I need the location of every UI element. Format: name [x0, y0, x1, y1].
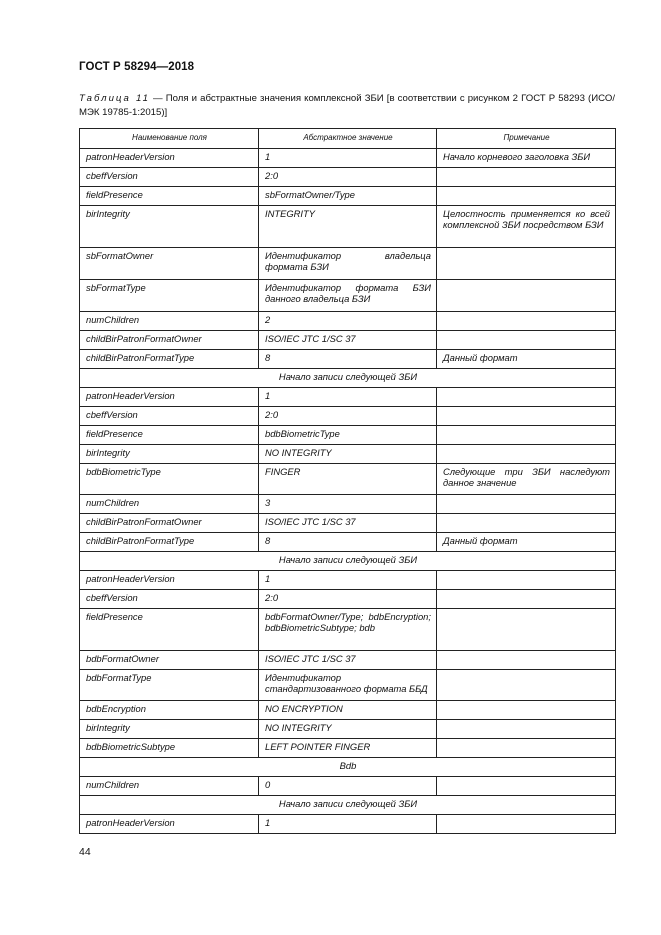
abstract-value-cell: 1 [259, 149, 437, 168]
table-row [80, 331, 616, 350]
section-divider-cell: Начало записи следующей ЗБИ [80, 796, 616, 815]
field-name-cell: birIntegrity [80, 206, 259, 248]
abstract-value-cell: 2:0 [259, 168, 437, 187]
abstract-value-cell: INTEGRITY [259, 206, 437, 248]
column-header-abstract-value: Абстрактное значение [259, 129, 437, 149]
abstract-value-cell: NO INTEGRITY [259, 445, 437, 464]
fields-table [79, 128, 616, 834]
table-caption-prefix: Таблица 11 [79, 93, 150, 104]
column-header-note: Примечание [437, 129, 616, 149]
page-number: 44 [79, 846, 91, 858]
field-name-cell: sbFormatType [80, 280, 259, 312]
section-divider-cell: Bdb [80, 758, 616, 777]
abstract-value-cell: 2:0 [259, 407, 437, 426]
abstract-value-cell: 1 [259, 815, 437, 834]
abstract-value-cell: 1 [259, 571, 437, 590]
field-name-cell: bdbBiometricSubtype [80, 739, 259, 758]
table-row [80, 149, 616, 168]
abstract-value-cell: Идентификатор стандартизованного формата ББД [259, 670, 437, 701]
abstract-value-cell: 1 [259, 388, 437, 407]
note-cell: Данный формат [437, 533, 616, 552]
field-name-cell: childBirPatronFormatType [80, 533, 259, 552]
note-cell [437, 248, 616, 280]
table-row [80, 815, 616, 834]
section-divider-row [80, 369, 616, 388]
table-row [80, 388, 616, 407]
note-cell [437, 590, 616, 609]
table-row [80, 464, 616, 495]
table-body [80, 149, 616, 834]
abstract-value-cell: Идентификатор владельца формата БЗИ [259, 248, 437, 280]
note-cell [437, 720, 616, 739]
note-cell [437, 445, 616, 464]
abstract-value-cell: 2:0 [259, 590, 437, 609]
table-row [80, 350, 616, 369]
field-name-cell: fieldPresence [80, 426, 259, 445]
note-cell [437, 670, 616, 701]
abstract-value-cell: Идентификатор формата БЗИ данного владельца БЗИ [259, 280, 437, 312]
field-name-cell: bdbBiometricType [80, 464, 259, 495]
table-row [80, 777, 616, 796]
note-cell [437, 388, 616, 407]
field-name-cell: bdbEncryption [80, 701, 259, 720]
note-cell [437, 739, 616, 758]
field-name-cell: cbeffVersion [80, 168, 259, 187]
note-cell [437, 168, 616, 187]
table-caption-text: — Поля и абстрактные значения комплексной ЗБИ [в соответствии с рисунком 2 ГОСТ Р 58293 (ИСО/МЭК 19785-1:2015)] [79, 93, 615, 118]
table-row [80, 590, 616, 609]
section-divider-row [80, 758, 616, 777]
table-row [80, 426, 616, 445]
table-row [80, 445, 616, 464]
note-cell [437, 651, 616, 670]
table-row [80, 407, 616, 426]
table-row [80, 651, 616, 670]
table-row [80, 670, 616, 701]
abstract-value-cell: sbFormatOwner/Type [259, 187, 437, 206]
abstract-value-cell: 8 [259, 350, 437, 369]
note-cell [437, 407, 616, 426]
note-cell [437, 495, 616, 514]
abstract-value-cell: ISO/IEC JTC 1/SC 37 [259, 514, 437, 533]
note-cell: Начало корневого заголовка ЗБИ [437, 149, 616, 168]
table-row [80, 248, 616, 280]
field-name-cell: cbeffVersion [80, 407, 259, 426]
abstract-value-cell: ISO/IEC JTC 1/SC 37 [259, 331, 437, 350]
note-cell [437, 571, 616, 590]
note-cell [437, 331, 616, 350]
table-row [80, 187, 616, 206]
note-cell [437, 312, 616, 331]
table-row [80, 206, 616, 248]
field-name-cell: cbeffVersion [80, 590, 259, 609]
field-name-cell: childBirPatronFormatType [80, 350, 259, 369]
abstract-value-cell: bdbBiometricType [259, 426, 437, 445]
field-name-cell: patronHeaderVersion [80, 388, 259, 407]
field-name-cell: childBirPatronFormatOwner [80, 514, 259, 533]
table-row [80, 168, 616, 187]
note-cell [437, 514, 616, 533]
field-name-cell: childBirPatronFormatOwner [80, 331, 259, 350]
table-row [80, 739, 616, 758]
column-header-field-name: Наименование поля [80, 129, 259, 149]
field-name-cell: fieldPresence [80, 187, 259, 206]
table-row [80, 720, 616, 739]
section-divider-cell: Начало записи следующей ЗБИ [80, 369, 616, 388]
abstract-value-cell: LEFT POINTER FINGER [259, 739, 437, 758]
field-name-cell: patronHeaderVersion [80, 149, 259, 168]
note-cell [437, 815, 616, 834]
field-name-cell: numChildren [80, 495, 259, 514]
note-cell: Целостность применяется ко всей комплексной ЗБИ посредством БЗИ [437, 206, 616, 248]
abstract-value-cell: 3 [259, 495, 437, 514]
abstract-value-cell: FINGER [259, 464, 437, 495]
field-name-cell: numChildren [80, 777, 259, 796]
field-name-cell: patronHeaderVersion [80, 571, 259, 590]
table-row [80, 571, 616, 590]
field-name-cell: fieldPresence [80, 609, 259, 651]
table-row [80, 312, 616, 331]
field-name-cell: patronHeaderVersion [80, 815, 259, 834]
section-divider-cell: Начало записи следующей ЗБИ [80, 552, 616, 571]
abstract-value-cell: NO INTEGRITY [259, 720, 437, 739]
table-row [80, 514, 616, 533]
table-row [80, 280, 616, 312]
note-cell [437, 280, 616, 312]
note-cell: Следующие три ЗБИ наследуют данное значение [437, 464, 616, 495]
table-row [80, 533, 616, 552]
field-name-cell: birIntegrity [80, 720, 259, 739]
note-cell [437, 701, 616, 720]
section-divider-row [80, 796, 616, 815]
table-row [80, 701, 616, 720]
document-header: ГОСТ Р 58294—2018 [79, 61, 195, 73]
abstract-value-cell: 8 [259, 533, 437, 552]
abstract-value-cell: 0 [259, 777, 437, 796]
note-cell [437, 426, 616, 445]
field-name-cell: sbFormatOwner [80, 248, 259, 280]
section-divider-row [80, 552, 616, 571]
abstract-value-cell: ISO/IEC JTC 1/SC 37 [259, 651, 437, 670]
field-name-cell: bdbFormatType [80, 670, 259, 701]
abstract-value-cell: 2 [259, 312, 437, 331]
note-cell: Данный формат [437, 350, 616, 369]
field-name-cell: bdbFormatOwner [80, 651, 259, 670]
table-caption [79, 92, 615, 119]
note-cell [437, 777, 616, 796]
note-cell [437, 187, 616, 206]
abstract-value-cell: bdbFormatOwner/Type; bdbEncryption; bdbBiometricSubtype; bdb [259, 609, 437, 651]
field-name-cell: birIntegrity [80, 445, 259, 464]
field-name-cell: numChildren [80, 312, 259, 331]
table-row [80, 609, 616, 651]
note-cell [437, 609, 616, 651]
table-row [80, 495, 616, 514]
abstract-value-cell: NO ENCRYPTION [259, 701, 437, 720]
table-header-row [80, 129, 616, 149]
